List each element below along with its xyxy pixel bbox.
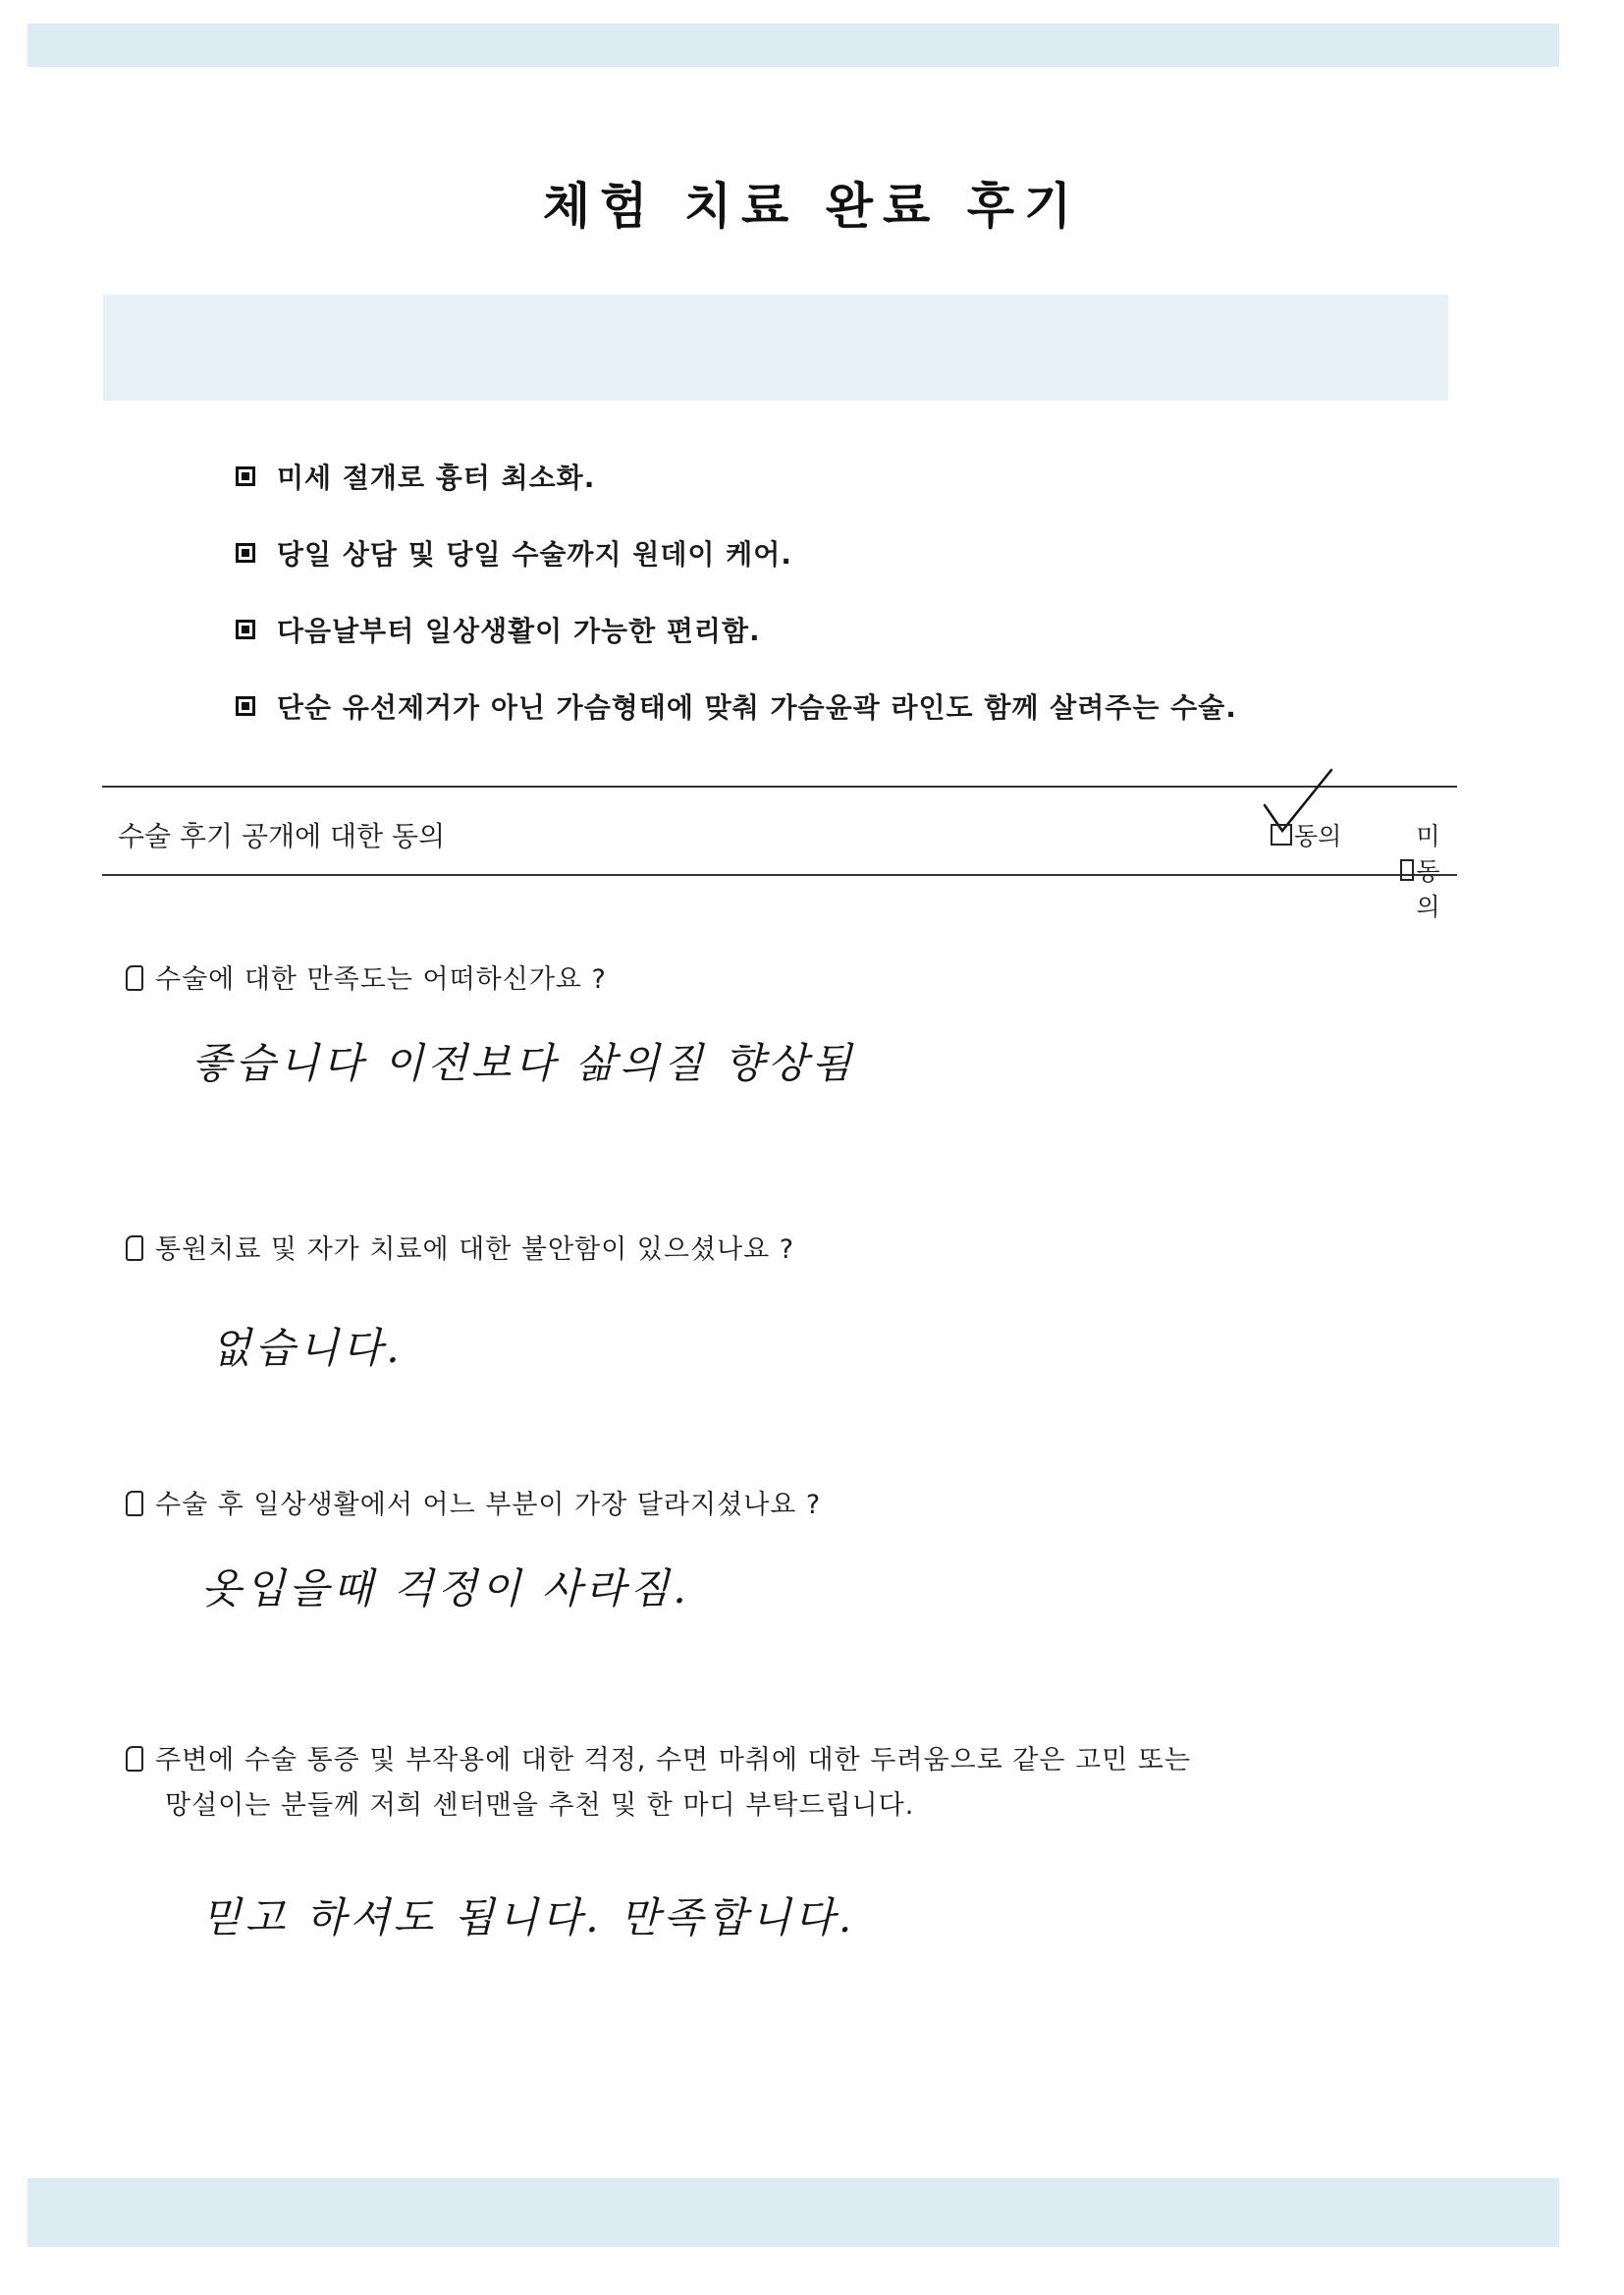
feature-item [236,533,1237,573]
checkbox-icon [1400,859,1414,881]
page-title: 체험 치료 완료 후기 [542,178,1082,235]
question-bullet-icon [126,1491,143,1516]
consent-row [102,786,1457,921]
feature-list [236,457,1237,763]
question-text: 주변에 수술 통증 및 부작용에 대한 걱정, 수면 마취에 대한 두려움으로 같은 고민 또는 [155,1745,1191,1776]
feature-item [236,457,1237,496]
consent-label: 수술 후기 공개에 대한 동의 [118,820,446,852]
bottom-decorative-band [27,2178,1559,2247]
question-4 [126,1738,1191,1829]
feature-item [236,610,1237,649]
consent-agree-label: 동의 [1294,822,1342,850]
question-bullet-icon [126,1746,143,1772]
feature-item [236,686,1237,726]
answer-3-handwritten: 옷입을때 걱정이 사라짐. [201,1564,690,1612]
top-decorative-band [27,24,1559,67]
square-bullet-icon [236,696,255,716]
square-bullet-icon [236,620,255,639]
square-bullet-icon [236,543,255,563]
answer-2-handwritten: 없습니다. [211,1324,404,1372]
question-bullet-icon [126,1235,143,1261]
question-bullet-icon [126,965,143,991]
question-text: 통원치료 및 자가 치료에 대한 불안함이 있으셨나요 ? [155,1234,795,1265]
square-bullet-icon [236,466,255,486]
question-1 [126,957,607,1003]
question-2 [126,1228,794,1273]
feature-text: 당일 상담 및 당일 수술까지 원데이 케어. [277,538,792,571]
feature-text: 미세 절개로 흉터 최소화. [277,462,596,494]
question-text-line2: 망설이는 분들께 저희 센터맨을 추천 및 한 마디 부탁드립니다. [165,1790,915,1821]
question-3 [126,1483,821,1528]
feature-text: 단순 유선제거가 아닌 가슴형태에 맞춰 가슴윤곽 라인도 함께 살려주는 수술. [277,691,1237,724]
question-text: 수술 후 일상생활에서 어느 부분이 가장 달라지셨나요 ? [155,1490,822,1520]
answer-4-handwritten: 믿고 하셔도 됩니다. 만족합니다. [201,1893,856,1941]
feature-text: 다음날부터 일상생활이 가능한 편리함. [277,615,761,647]
question-text: 수술에 대한 만족도는 어떠하신가요 ? [155,964,607,995]
consent-agree-option[interactable] [1271,817,1341,852]
consent-disagree-option[interactable] [1400,817,1457,923]
consent-disagree-label: 미동의 [1416,822,1440,921]
answer-1-handwritten: 좋습니다 이전보다 삶의질 향상됨 [191,1039,856,1087]
bleedthrough-banner [103,295,1448,401]
checkbox-icon [1271,824,1292,846]
